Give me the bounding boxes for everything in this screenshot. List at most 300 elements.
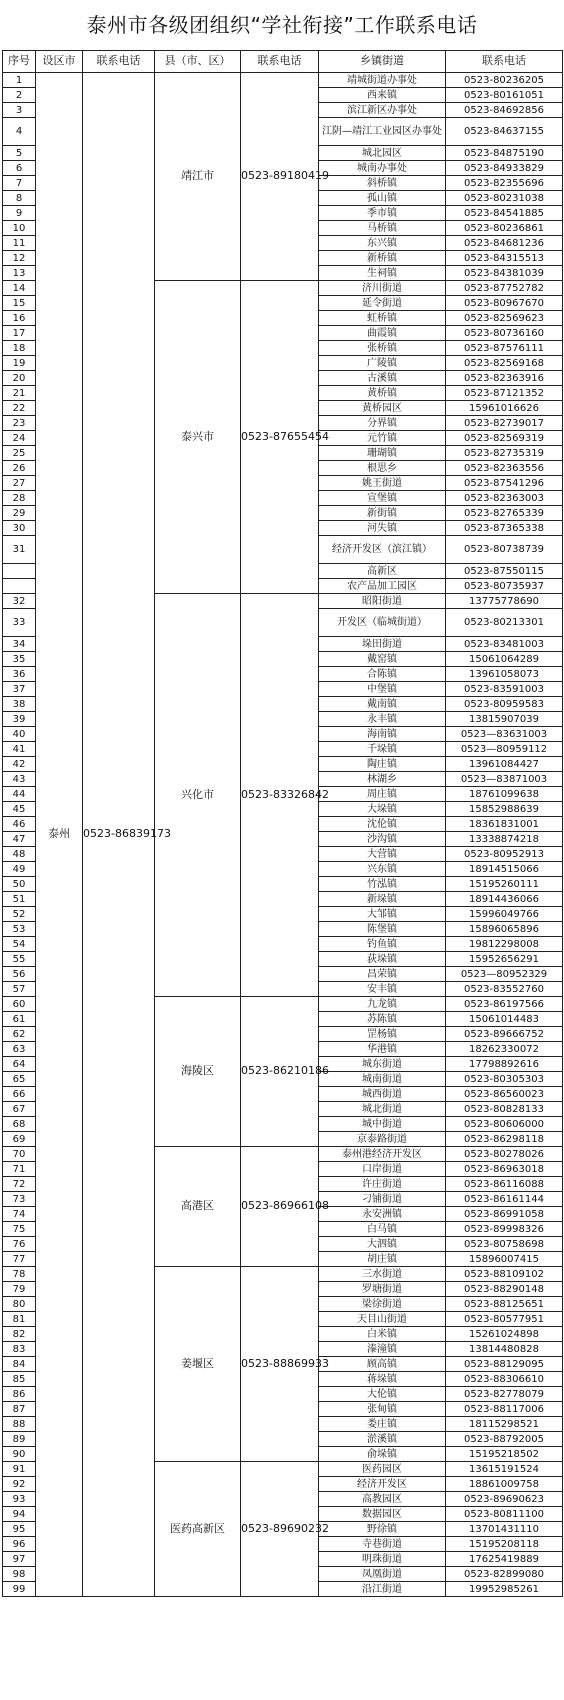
row-seq: 5 bbox=[3, 146, 36, 161]
row-seq: 56 bbox=[3, 967, 36, 982]
town-name: 千垛镇 bbox=[319, 742, 446, 757]
town-phone: 15195218502 bbox=[446, 1447, 563, 1462]
town-name: 野徐镇 bbox=[319, 1522, 446, 1537]
town-name: 黄桥园区 bbox=[319, 401, 446, 416]
town-name: 戴南镇 bbox=[319, 697, 446, 712]
row-seq: 49 bbox=[3, 862, 36, 877]
row-seq: 65 bbox=[3, 1072, 36, 1087]
county-name: 靖江市 bbox=[155, 73, 241, 281]
town-phone: 13775778690 bbox=[446, 594, 563, 609]
town-phone: 15195260111 bbox=[446, 877, 563, 892]
town-name: 城北街道 bbox=[319, 1102, 446, 1117]
row-seq: 63 bbox=[3, 1042, 36, 1057]
town-name: 白米镇 bbox=[319, 1327, 446, 1342]
town-name: 垛田街道 bbox=[319, 637, 446, 652]
town-name: 娄庄镇 bbox=[319, 1417, 446, 1432]
row-seq: 67 bbox=[3, 1102, 36, 1117]
town-name: 城南街道 bbox=[319, 1072, 446, 1087]
town-name: 古溪镇 bbox=[319, 371, 446, 386]
town-phone: 0523-86197566 bbox=[446, 997, 563, 1012]
town-name: 罗塘街道 bbox=[319, 1282, 446, 1297]
row-seq: 26 bbox=[3, 461, 36, 476]
row-seq: 55 bbox=[3, 952, 36, 967]
town-phone: 18861009758 bbox=[446, 1477, 563, 1492]
row-seq: 60 bbox=[3, 997, 36, 1012]
town-name: 高教园区 bbox=[319, 1492, 446, 1507]
town-name: 顾高镇 bbox=[319, 1357, 446, 1372]
town-phone: 0523-88792005 bbox=[446, 1432, 563, 1447]
town-phone: 0523-80161051 bbox=[446, 88, 563, 103]
town-name: 九龙镇 bbox=[319, 997, 446, 1012]
town-name: 江阴—靖江工业园区办事处 bbox=[319, 118, 446, 146]
county-name: 医药高新区 bbox=[155, 1462, 241, 1597]
town-name: 昭阳街道 bbox=[319, 594, 446, 609]
county-name: 海陵区 bbox=[155, 997, 241, 1147]
town-name: 靖城街道办事处 bbox=[319, 73, 446, 88]
row-seq: 97 bbox=[3, 1552, 36, 1567]
row-seq: 3 bbox=[3, 103, 36, 118]
town-phone: 15852988639 bbox=[446, 802, 563, 817]
town-phone: 0523-88290148 bbox=[446, 1282, 563, 1297]
town-phone: 13814480828 bbox=[446, 1342, 563, 1357]
town-name: 虹桥镇 bbox=[319, 311, 446, 326]
town-phone: 0523-87121352 bbox=[446, 386, 563, 401]
town-name: 广陵镇 bbox=[319, 356, 446, 371]
town-phone: 0523-80758698 bbox=[446, 1237, 563, 1252]
row-seq: 54 bbox=[3, 937, 36, 952]
row-seq: 57 bbox=[3, 982, 36, 997]
town-phone: 0523-86298118 bbox=[446, 1132, 563, 1147]
row-seq: 38 bbox=[3, 697, 36, 712]
row-seq: 95 bbox=[3, 1522, 36, 1537]
town-name: 分界镇 bbox=[319, 416, 446, 431]
town-name: 东兴镇 bbox=[319, 236, 446, 251]
town-phone: 0523-82899080 bbox=[446, 1567, 563, 1582]
town-name: 大邹镇 bbox=[319, 907, 446, 922]
row-seq: 41 bbox=[3, 742, 36, 757]
county-phone: 0523-88869933 bbox=[241, 1267, 319, 1462]
town-name: 罡杨镇 bbox=[319, 1027, 446, 1042]
town-phone: 0523-87541296 bbox=[446, 476, 563, 491]
town-phone: 18262330072 bbox=[446, 1042, 563, 1057]
row-seq: 36 bbox=[3, 667, 36, 682]
county-phone: 0523-89180419 bbox=[241, 73, 319, 281]
row-seq: 18 bbox=[3, 341, 36, 356]
row-seq: 4 bbox=[3, 118, 36, 146]
town-phone: 0523-80738739 bbox=[446, 536, 563, 564]
town-phone: 15996049766 bbox=[446, 907, 563, 922]
town-phone: 0523-84381039 bbox=[446, 266, 563, 281]
county-phone: 0523-86966108 bbox=[241, 1147, 319, 1267]
row-seq: 40 bbox=[3, 727, 36, 742]
town-phone: 19812298008 bbox=[446, 937, 563, 952]
county-phone: 0523-86210186 bbox=[241, 997, 319, 1147]
town-name: 马桥镇 bbox=[319, 221, 446, 236]
town-phone: 18914436066 bbox=[446, 892, 563, 907]
town-name: 泰州港经济开发区 bbox=[319, 1147, 446, 1162]
row-seq: 68 bbox=[3, 1117, 36, 1132]
row-seq: 45 bbox=[3, 802, 36, 817]
town-name: 黄桥镇 bbox=[319, 386, 446, 401]
row-seq: 20 bbox=[3, 371, 36, 386]
row-seq: 77 bbox=[3, 1252, 36, 1267]
town-name: 经济开发区 bbox=[319, 1477, 446, 1492]
row-seq: 83 bbox=[3, 1342, 36, 1357]
town-phone: 0523-84681236 bbox=[446, 236, 563, 251]
town-phone: 17798892616 bbox=[446, 1057, 563, 1072]
town-name: 沙沟镇 bbox=[319, 832, 446, 847]
row-seq: 64 bbox=[3, 1057, 36, 1072]
town-name: 天目山街道 bbox=[319, 1312, 446, 1327]
town-phone: 0523-80231038 bbox=[446, 191, 563, 206]
town-phone: 19952985261 bbox=[446, 1582, 563, 1597]
town-phone: 15261024898 bbox=[446, 1327, 563, 1342]
town-name: 大营镇 bbox=[319, 847, 446, 862]
town-phone: 0523-80736160 bbox=[446, 326, 563, 341]
town-name: 大泗镇 bbox=[319, 1237, 446, 1252]
row-seq: 42 bbox=[3, 757, 36, 772]
town-phone: 0523-86161144 bbox=[446, 1192, 563, 1207]
row-seq: 22 bbox=[3, 401, 36, 416]
town-phone: 0523-82363556 bbox=[446, 461, 563, 476]
town-name: 高新区 bbox=[319, 564, 446, 579]
row-seq: 94 bbox=[3, 1507, 36, 1522]
town-phone: 0523-80236205 bbox=[446, 73, 563, 88]
town-phone: 0523-82363916 bbox=[446, 371, 563, 386]
town-phone: 0523—83871003 bbox=[446, 772, 563, 787]
town-name: 海南镇 bbox=[319, 727, 446, 742]
town-phone: 18914515066 bbox=[446, 862, 563, 877]
town-name: 陈堡镇 bbox=[319, 922, 446, 937]
town-name: 钓鱼镇 bbox=[319, 937, 446, 952]
row-seq: 2 bbox=[3, 88, 36, 103]
town-name: 生祠镇 bbox=[319, 266, 446, 281]
town-phone: 13338874218 bbox=[446, 832, 563, 847]
town-name: 大垛镇 bbox=[319, 802, 446, 817]
town-name: 淤溪镇 bbox=[319, 1432, 446, 1447]
row-seq: 19 bbox=[3, 356, 36, 371]
town-name: 凤凰街道 bbox=[319, 1567, 446, 1582]
town-phone: 0523-86560023 bbox=[446, 1087, 563, 1102]
row-seq: 69 bbox=[3, 1132, 36, 1147]
town-phone: 0523-84933829 bbox=[446, 161, 563, 176]
town-phone: 0523-80811100 bbox=[446, 1507, 563, 1522]
town-name: 季市镇 bbox=[319, 206, 446, 221]
row-seq: 81 bbox=[3, 1312, 36, 1327]
header-city: 设区市 bbox=[36, 51, 83, 73]
row-seq: 30 bbox=[3, 521, 36, 536]
row-seq: 10 bbox=[3, 221, 36, 236]
row-seq: 96 bbox=[3, 1537, 36, 1552]
row-seq: 62 bbox=[3, 1027, 36, 1042]
town-phone: 0523-82569319 bbox=[446, 431, 563, 446]
town-name: 蒋垛镇 bbox=[319, 1372, 446, 1387]
town-name: 张甸镇 bbox=[319, 1402, 446, 1417]
contact-table bbox=[2, 50, 563, 1597]
row-seq: 43 bbox=[3, 772, 36, 787]
town-name: 曲霞镇 bbox=[319, 326, 446, 341]
city-name: 泰州 bbox=[36, 73, 83, 1597]
row-seq: 93 bbox=[3, 1492, 36, 1507]
town-phone: 0523-87576111 bbox=[446, 341, 563, 356]
town-name: 姚王街道 bbox=[319, 476, 446, 491]
town-name: 陶庄镇 bbox=[319, 757, 446, 772]
town-name: 新桥镇 bbox=[319, 251, 446, 266]
row-seq: 6 bbox=[3, 161, 36, 176]
town-name: 兴东镇 bbox=[319, 862, 446, 877]
town-phone: 0523-80952913 bbox=[446, 847, 563, 862]
town-phone: 15961016626 bbox=[446, 401, 563, 416]
town-phone: 0523-83481003 bbox=[446, 637, 563, 652]
row-seq: 86 bbox=[3, 1387, 36, 1402]
row-seq: 88 bbox=[3, 1417, 36, 1432]
town-name: 胡庄镇 bbox=[319, 1252, 446, 1267]
row-seq: 48 bbox=[3, 847, 36, 862]
town-name: 孤山镇 bbox=[319, 191, 446, 206]
county-name: 泰兴市 bbox=[155, 281, 241, 594]
town-phone: 0523-82363003 bbox=[446, 491, 563, 506]
row-seq: 13 bbox=[3, 266, 36, 281]
town-name: 延令街道 bbox=[319, 296, 446, 311]
row-seq: 53 bbox=[3, 922, 36, 937]
row-seq: 46 bbox=[3, 817, 36, 832]
town-phone: 0523-80606000 bbox=[446, 1117, 563, 1132]
row-seq: 70 bbox=[3, 1147, 36, 1162]
row-seq: 12 bbox=[3, 251, 36, 266]
town-phone: 0523-82739017 bbox=[446, 416, 563, 431]
town-name: 白马镇 bbox=[319, 1222, 446, 1237]
town-name: 许庄街道 bbox=[319, 1177, 446, 1192]
town-phone: 0523-88306610 bbox=[446, 1372, 563, 1387]
town-name: 元竹镇 bbox=[319, 431, 446, 446]
town-phone: 0523-88117006 bbox=[446, 1402, 563, 1417]
row-seq: 89 bbox=[3, 1432, 36, 1447]
header-town-phone: 联系电话 bbox=[446, 51, 563, 73]
header-town: 乡镇街道 bbox=[319, 51, 446, 73]
town-name: 永丰镇 bbox=[319, 712, 446, 727]
town-phone: 0523—83631003 bbox=[446, 727, 563, 742]
header-row bbox=[3, 51, 563, 73]
row-seq: 82 bbox=[3, 1327, 36, 1342]
row-seq: 99 bbox=[3, 1582, 36, 1597]
row-seq: 73 bbox=[3, 1192, 36, 1207]
row-seq: 7 bbox=[3, 176, 36, 191]
town-phone: 0523—80952329 bbox=[446, 967, 563, 982]
county-phone: 0523-89690232 bbox=[241, 1462, 319, 1597]
row-seq: 79 bbox=[3, 1282, 36, 1297]
town-phone: 0523-84637155 bbox=[446, 118, 563, 146]
row-seq: 85 bbox=[3, 1372, 36, 1387]
town-phone: 0523-89666752 bbox=[446, 1027, 563, 1042]
row-seq: 24 bbox=[3, 431, 36, 446]
row-seq: 9 bbox=[3, 206, 36, 221]
row-seq: 92 bbox=[3, 1477, 36, 1492]
town-phone: 15195208118 bbox=[446, 1537, 563, 1552]
town-phone: 13961058073 bbox=[446, 667, 563, 682]
town-phone: 0523-82355696 bbox=[446, 176, 563, 191]
town-phone: 0523-80967670 bbox=[446, 296, 563, 311]
page-title: 泰州市各级团组织“学社衔接”工作联系电话 bbox=[86, 13, 478, 37]
town-name: 永安洲镇 bbox=[319, 1207, 446, 1222]
row-seq: 52 bbox=[3, 907, 36, 922]
town-name: 林湖乡 bbox=[319, 772, 446, 787]
town-name: 河失镇 bbox=[319, 521, 446, 536]
town-name: 城北园区 bbox=[319, 146, 446, 161]
town-name: 明珠街道 bbox=[319, 1552, 446, 1567]
county-phone: 0523-87655454 bbox=[241, 281, 319, 594]
row-seq: 98 bbox=[3, 1567, 36, 1582]
town-name: 周庄镇 bbox=[319, 787, 446, 802]
town-name: 经济开发区（滨江镇） bbox=[319, 536, 446, 564]
town-name: 斜桥镇 bbox=[319, 176, 446, 191]
town-name: 医药园区 bbox=[319, 1462, 446, 1477]
town-name: 合陈镇 bbox=[319, 667, 446, 682]
town-name: 寺巷街道 bbox=[319, 1537, 446, 1552]
row-seq: 34 bbox=[3, 637, 36, 652]
town-name: 华港镇 bbox=[319, 1042, 446, 1057]
header-city-phone: 联系电话 bbox=[83, 51, 155, 73]
row-seq: 17 bbox=[3, 326, 36, 341]
row-seq: 33 bbox=[3, 609, 36, 637]
town-phone: 0523-84692856 bbox=[446, 103, 563, 118]
row-seq: 80 bbox=[3, 1297, 36, 1312]
town-phone: 0523-89998326 bbox=[446, 1222, 563, 1237]
town-phone: 0523-88109102 bbox=[446, 1267, 563, 1282]
town-name: 西来镇 bbox=[319, 88, 446, 103]
town-name: 张桥镇 bbox=[319, 341, 446, 356]
town-name: 京泰路街道 bbox=[319, 1132, 446, 1147]
county-name: 姜堰区 bbox=[155, 1267, 241, 1462]
town-phone: 15061064289 bbox=[446, 652, 563, 667]
town-name: 开发区（临城街道） bbox=[319, 609, 446, 637]
town-name: 安丰镇 bbox=[319, 982, 446, 997]
row-seq: 32 bbox=[3, 594, 36, 609]
county-name: 兴化市 bbox=[155, 594, 241, 997]
town-name: 三水街道 bbox=[319, 1267, 446, 1282]
row-seq: 44 bbox=[3, 787, 36, 802]
town-phone: 15952656291 bbox=[446, 952, 563, 967]
town-phone: 0523-80828133 bbox=[446, 1102, 563, 1117]
row-seq: 35 bbox=[3, 652, 36, 667]
town-name: 城东街道 bbox=[319, 1057, 446, 1072]
table-row bbox=[3, 73, 563, 88]
town-phone: 0523-80735937 bbox=[446, 579, 563, 594]
row-seq: 28 bbox=[3, 491, 36, 506]
town-phone: 0523-80278026 bbox=[446, 1147, 563, 1162]
row-seq: 66 bbox=[3, 1087, 36, 1102]
town-phone: 15896065896 bbox=[446, 922, 563, 937]
row-seq: 14 bbox=[3, 281, 36, 296]
town-name: 沈伦镇 bbox=[319, 817, 446, 832]
town-phone: 0523-88125651 bbox=[446, 1297, 563, 1312]
town-name: 大伦镇 bbox=[319, 1387, 446, 1402]
row-seq: 90 bbox=[3, 1447, 36, 1462]
row-seq: 61 bbox=[3, 1012, 36, 1027]
town-phone: 0523-82569623 bbox=[446, 311, 563, 326]
town-phone: 0523-84875190 bbox=[446, 146, 563, 161]
row-seq: 15 bbox=[3, 296, 36, 311]
row-seq: 78 bbox=[3, 1267, 36, 1282]
row-seq: 27 bbox=[3, 476, 36, 491]
county-name: 高港区 bbox=[155, 1147, 241, 1267]
header-seq: 序号 bbox=[3, 51, 36, 73]
town-phone: 0523-83591003 bbox=[446, 682, 563, 697]
town-name: 昌荣镇 bbox=[319, 967, 446, 982]
town-phone: 0523-87365338 bbox=[446, 521, 563, 536]
town-name: 农产品加工园区 bbox=[319, 579, 446, 594]
town-name: 刁铺街道 bbox=[319, 1192, 446, 1207]
row-seq: 31 bbox=[3, 536, 36, 564]
row-seq: 8 bbox=[3, 191, 36, 206]
town-phone: 17625419889 bbox=[446, 1552, 563, 1567]
row-seq: 23 bbox=[3, 416, 36, 431]
town-name: 城中街道 bbox=[319, 1117, 446, 1132]
row-seq: 74 bbox=[3, 1207, 36, 1222]
town-phone: 18361831001 bbox=[446, 817, 563, 832]
town-phone: 0523-82765339 bbox=[446, 506, 563, 521]
town-phone: 0523-86991058 bbox=[446, 1207, 563, 1222]
town-name: 梁徐街道 bbox=[319, 1297, 446, 1312]
row-seq: 1 bbox=[3, 73, 36, 88]
town-name: 珊瑚镇 bbox=[319, 446, 446, 461]
town-phone: 15896007415 bbox=[446, 1252, 563, 1267]
town-phone: 18115298521 bbox=[446, 1417, 563, 1432]
town-phone: 0523-86116088 bbox=[446, 1177, 563, 1192]
town-phone: 13961084427 bbox=[446, 757, 563, 772]
row-seq: 16 bbox=[3, 311, 36, 326]
town-phone: 0523-80577951 bbox=[446, 1312, 563, 1327]
row-seq: 51 bbox=[3, 892, 36, 907]
row-seq: 91 bbox=[3, 1462, 36, 1477]
town-name: 宣堡镇 bbox=[319, 491, 446, 506]
town-phone: 0523-87752782 bbox=[446, 281, 563, 296]
town-phone: 0523-82569168 bbox=[446, 356, 563, 371]
town-name: 俞垛镇 bbox=[319, 1447, 446, 1462]
town-phone: 15061014483 bbox=[446, 1012, 563, 1027]
town-name: 溱潼镇 bbox=[319, 1342, 446, 1357]
town-phone: 0523-87550115 bbox=[446, 564, 563, 579]
town-name: 沿江街道 bbox=[319, 1582, 446, 1597]
town-name: 城南办事处 bbox=[319, 161, 446, 176]
row-seq: 71 bbox=[3, 1162, 36, 1177]
town-name: 口岸街道 bbox=[319, 1162, 446, 1177]
town-name: 竹泓镇 bbox=[319, 877, 446, 892]
header-county: 县（市、区） bbox=[155, 51, 241, 73]
town-phone: 0523-82735319 bbox=[446, 446, 563, 461]
town-name: 城西街道 bbox=[319, 1087, 446, 1102]
row-seq: 39 bbox=[3, 712, 36, 727]
town-phone: 13615191524 bbox=[446, 1462, 563, 1477]
town-phone: 0523-88129095 bbox=[446, 1357, 563, 1372]
town-phone: 18761099638 bbox=[446, 787, 563, 802]
row-seq: 75 bbox=[3, 1222, 36, 1237]
header-county-phone: 联系电话 bbox=[241, 51, 319, 73]
town-phone: 0523-89690623 bbox=[446, 1492, 563, 1507]
town-name: 戴窑镇 bbox=[319, 652, 446, 667]
town-name: 荻垛镇 bbox=[319, 952, 446, 967]
town-phone: 0523-80213301 bbox=[446, 609, 563, 637]
town-phone: 0523-83552760 bbox=[446, 982, 563, 997]
town-name: 根思乡 bbox=[319, 461, 446, 476]
row-seq bbox=[3, 564, 36, 579]
town-phone: 0523-80236861 bbox=[446, 221, 563, 236]
town-name: 数据园区 bbox=[319, 1507, 446, 1522]
row-seq: 11 bbox=[3, 236, 36, 251]
county-phone: 0523-83326842 bbox=[241, 594, 319, 997]
town-name: 新街镇 bbox=[319, 506, 446, 521]
town-phone: 13815907039 bbox=[446, 712, 563, 727]
town-phone: 0523-84541885 bbox=[446, 206, 563, 221]
